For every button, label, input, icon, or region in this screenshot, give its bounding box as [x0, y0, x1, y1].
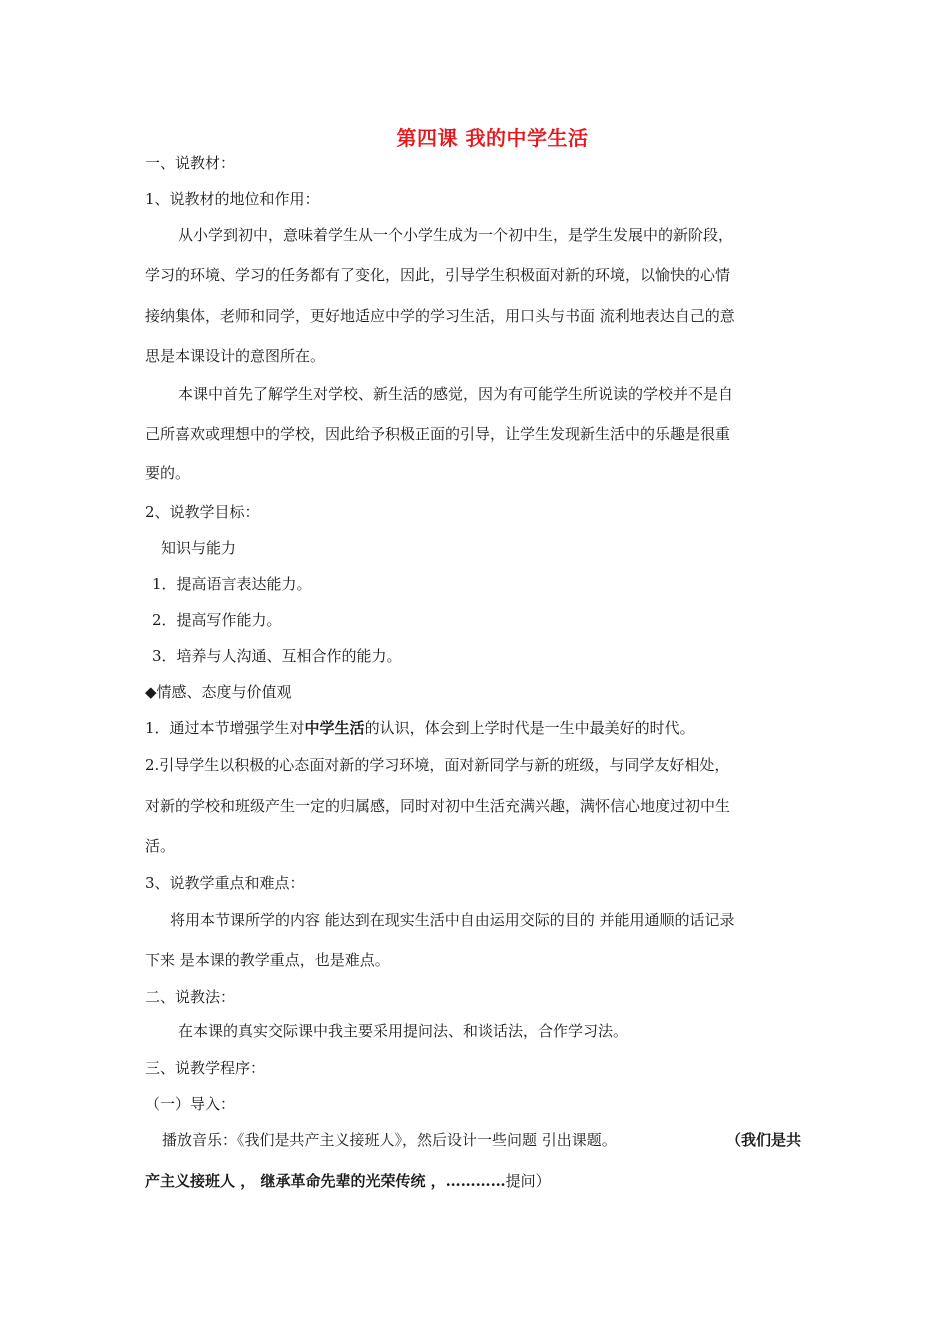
paragraph-line: 下来 是本课的教学重点，也是难点。 — [145, 951, 390, 969]
paragraph-line: 播放音乐：《我们是共产主义接班人》，然后设计一些问题 引出课题。 — [162, 1131, 617, 1149]
paragraph-line: 将用本节课所学的内容 能达到在现实生活中自由运用交际的目的 并能用通顺的话记录 — [170, 911, 735, 929]
subsection-heading-3-1: （一）导入： — [145, 1095, 236, 1113]
paragraph-line: 活。 — [145, 837, 176, 855]
paragraph-line: 2.引导学生以积极的心态面对新的学习环境，面对新同学与新的班级，与同学友好相处， — [145, 756, 730, 774]
paragraph-line: 本课中首先了解学生对学校、新生活的感觉，因为有可能学生所说读的学校并不是自 — [178, 385, 734, 403]
list-item — [145, 718, 695, 738]
paragraph-line: 对新的学校和班级产生一定的归属感，同时对初中生活充满兴趣，满怀信心地度过初中生 — [145, 797, 731, 815]
paragraph-line: 学习的环境、学习的任务都有了变化，因此，引导学生积极面对新的环境，以愉快的心情 — [145, 266, 731, 284]
list-item: 1．提高语言表达能力。 — [152, 575, 312, 593]
section-heading-1: 一、说教材： — [145, 154, 236, 172]
section-heading-3: 三、说教学程序： — [145, 1059, 266, 1077]
paragraph-line: 思是本课设计的意图所在。 — [145, 347, 326, 365]
emphasis-text: 中学生活 — [304, 719, 365, 737]
subsection-heading-1-3: 3、说教学重点和难点： — [145, 874, 305, 892]
section-heading-2: 二、说教法： — [145, 988, 236, 1006]
paragraph-line: 接纳集体，老师和同学，更好地适应中学的学习生活，用口头与书面 流利地表达自己的意 — [145, 307, 735, 325]
subsection-heading-1-1: 1、说教材的地位和作用： — [145, 190, 320, 208]
paragraph-line: 要的。 — [145, 464, 191, 482]
objective-heading-emotion: ◆情感、态度与价值观 — [145, 683, 292, 701]
list-item: 2．提高写作能力。 — [152, 611, 282, 629]
text-run: 的认识，体会到上学时代是一生中最美好的时代。 — [364, 719, 695, 737]
page-title: 第四课 我的中学生活 — [396, 126, 589, 150]
paragraph-line: 在本课的真实交际课中我主要采用提问法、和谈话法，合作学习法。 — [178, 1022, 629, 1040]
text-run: 1．通过本节增强学生对 — [145, 719, 305, 737]
subsection-heading-1-2: 2、说教学目标： — [145, 503, 260, 521]
paragraph-line: 己所喜欢或理想中的学校，因此给予积极正面的引导，让学生发现新生活中的乐趣是很重 — [145, 425, 731, 443]
list-item: 3．培养与人沟通、互相合作的能力。 — [152, 647, 402, 665]
emphasis-text: 产主义接班人 ， 继承革命先辈的光荣传统 ，………… — [145, 1172, 506, 1190]
paragraph-line: 从小学到初中，意味着学生从一个小学生成为一个初中生，是学生发展中的新阶段， — [178, 226, 734, 244]
emphasis-text: （我们是共 — [726, 1131, 802, 1149]
paragraph-line — [145, 1171, 551, 1191]
objective-heading-knowledge: 知识与能力 — [161, 539, 237, 557]
text-run: 提问） — [505, 1172, 551, 1190]
